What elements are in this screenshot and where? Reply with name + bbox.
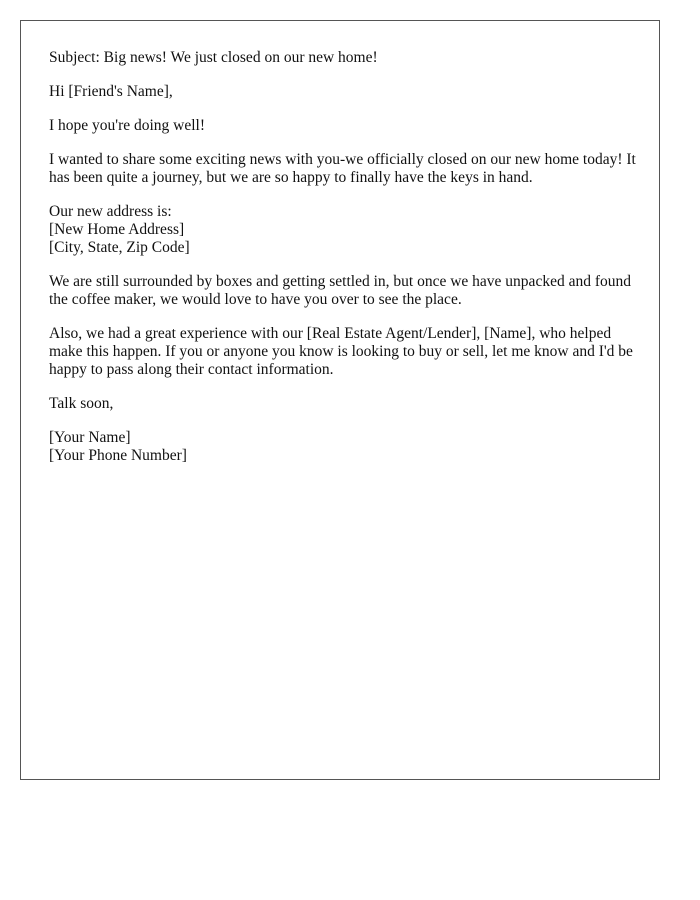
invite-paragraph: We are still surrounded by boxes and getting settled in, but once we have unpacked and found the coffee maker, we would love to have you over to see the place. (49, 273, 631, 308)
signature-name: [Your Name] (49, 429, 131, 446)
referral-paragraph: Also, we had a great experience with our [Real Estate Agent/Lender], [Name], who helped make this happen. If you or anyone you know is looking to buy or sell, let me know and I'd be happy to pass along their contact information. (49, 325, 633, 378)
greeting: Hi [Friend's Name], (49, 83, 173, 100)
letter-body (49, 49, 641, 481)
subject-line: Subject: Big news! We just closed on our new home! (49, 49, 378, 66)
address-line-2: [City, State, Zip Code] (49, 239, 190, 256)
signature-block (49, 429, 641, 465)
letter-page (20, 20, 660, 780)
closing-line: Talk soon, (49, 395, 114, 412)
opening-line: I hope you're doing well! (49, 117, 206, 134)
address-intro: Our new address is: (49, 203, 172, 220)
signature-phone: [Your Phone Number] (49, 447, 187, 464)
address-block (49, 203, 641, 257)
news-paragraph: I wanted to share some exciting news with you-we officially closed on our new home today! It has been quite a journey, but we are so happy to finally have the keys in hand. (49, 151, 636, 186)
address-line-1: [New Home Address] (49, 221, 185, 238)
